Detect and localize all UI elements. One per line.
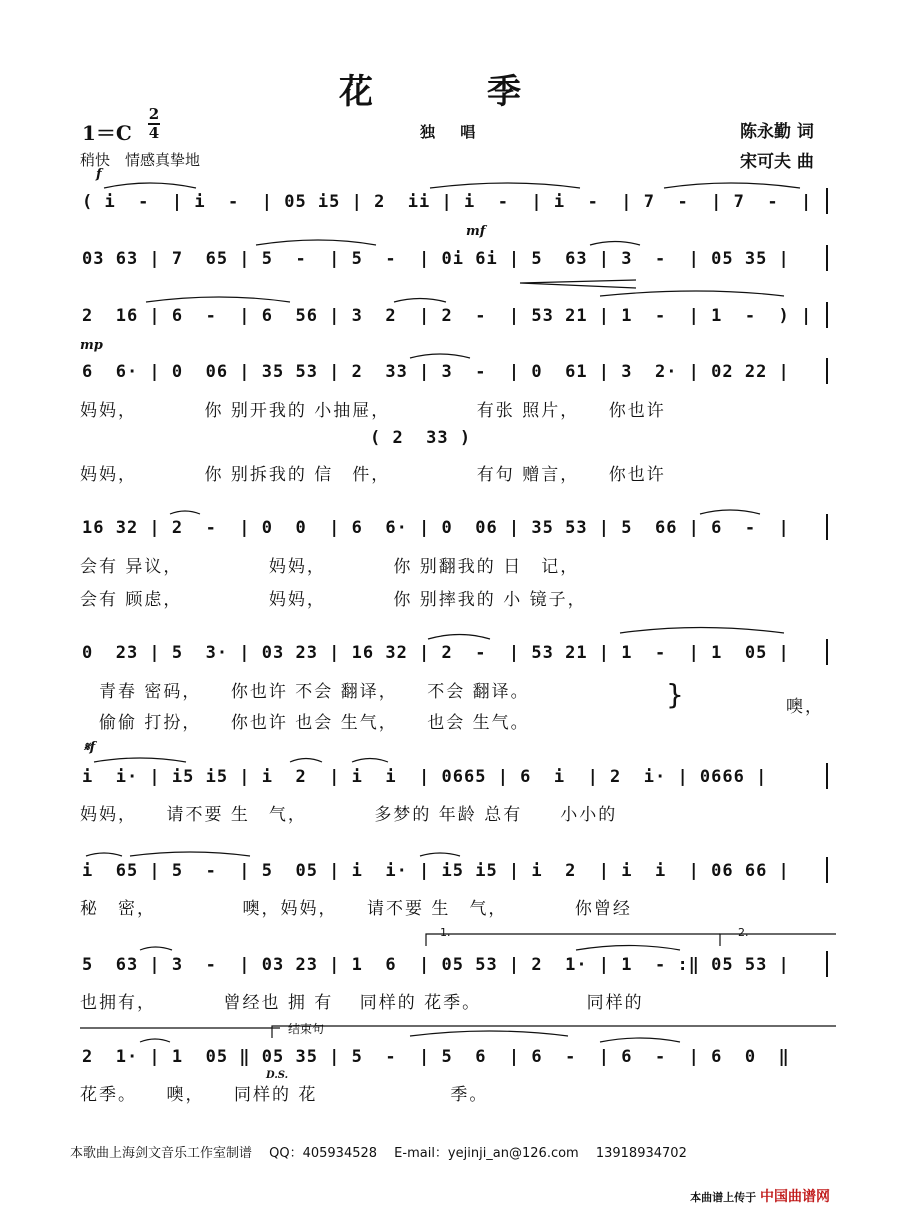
lyrics-line-8: 秘 密， 噢，妈妈， 请不要 生 气， 你曾经: [80, 899, 632, 919]
barline: [826, 639, 828, 665]
site-logo[interactable]: 中国曲谱网: [760, 1189, 830, 1205]
dal-segno-marking: D.S.: [266, 1070, 289, 1081]
notation-line-9: 5 63 | 3 - | 03 23 | 1 6 | 05 53 | 2 1· | 1 - :‖ 05 53 |: [82, 955, 790, 975]
barline: [826, 302, 828, 328]
dynamic-forte: f: [96, 167, 102, 182]
slur-mark: [410, 1031, 568, 1036]
notation-line-4: 6 6· | 0 06 | 35 53 | 2 33 | 3 - | 0 61 | 3 2· | 02 22 |: [82, 362, 790, 382]
lyrics-line-5-verse-2: 会有 顾虑， 妈妈， 你 别摔我的 小 镜子，: [80, 590, 587, 610]
notation-line-5: 16 32 | 2 - | 0 0 | 6 6· | 0 06 | 35 53 | 5 66 | 6 - |: [82, 518, 790, 538]
slur-mark: [140, 1039, 170, 1042]
song-title: 花 季: [339, 72, 561, 112]
performance-mode: 独 唱: [420, 123, 486, 141]
lyric-brace: }: [666, 678, 684, 711]
barline: [826, 763, 828, 789]
lyrics-line-6-verse-2: 偷偷 打扮， 你也许 也会 生气， 也会 生气。: [80, 713, 530, 733]
lyrics-line-6-shared: 噢，: [786, 697, 824, 717]
dynamic-mezzo-forte: mf: [466, 224, 486, 239]
second-ending-label: 2.: [738, 926, 749, 939]
barline: [826, 857, 828, 883]
slur-mark: [620, 628, 784, 634]
slur-mark: [664, 183, 800, 188]
slur-mark: [146, 297, 290, 302]
lyricist-credit: 陈永勤 词: [740, 122, 814, 142]
slur-mark: [140, 947, 172, 950]
slur-mark: [94, 758, 186, 762]
notation-line-7: i i· | i5 i5 | i 2 | i i | 0665 | 6 i | 2 i· | 0666 |: [82, 767, 768, 787]
barline: [826, 188, 828, 214]
slur-mark: [428, 635, 490, 640]
slur-mark: [104, 183, 196, 188]
slur-mark: [420, 853, 460, 856]
slur-mark: [590, 242, 640, 246]
alternate-notes: ( 2 33 ): [370, 428, 472, 448]
notation-line-1: ( i - | i - | 05 i5 | 2 ii | i - | i - | 7 - | 7 - |: [82, 192, 813, 212]
footer-credits: 本歌曲上海剑文音乐工作室制谱 QQ：405934528 E-mail：yejinji_an@126.com 13918934702: [70, 1146, 687, 1161]
barline: [826, 358, 828, 384]
notation-line-3: 2 16 | 6 - | 6 56 | 3 2 | 2 - | 53 21 | 1 - | 1 - ) |: [82, 306, 813, 326]
coda-ending-label: 结束句: [288, 1022, 325, 1036]
lyrics-line-9: 也拥有， 曾经也 拥 有 同样的 花季。 同样的: [80, 993, 644, 1013]
notation-line-2: 03 63 | 7 65 | 5 - | 5 - | 0i 6i | 5 63 | 3 - | 05 35 |: [82, 249, 790, 269]
upload-note: [690, 1186, 830, 1206]
hairpin-crescendo: [520, 280, 636, 288]
barline: [826, 951, 828, 977]
volta-bracket-1: [426, 934, 720, 946]
slur-mark: [600, 1038, 680, 1042]
lyrics-line-10: 花季。 噢， 同样的 花 季。: [80, 1085, 489, 1105]
lyrics-line-4-verse-1: 妈妈， 你 别开我的 小抽屉， 有张 照片， 你也许: [80, 401, 666, 421]
tempo-marking: 稍快 情感真挚地: [80, 151, 201, 169]
slur-mark: [410, 354, 470, 358]
notation-line-6: 0 23 | 5 3· | 03 23 | 16 32 | 2 - | 53 21 | 1 - | 1 05 |: [82, 643, 790, 663]
barline: [826, 245, 828, 271]
volta-bracket-2: [720, 934, 836, 946]
time-signature-top: 2: [148, 105, 160, 123]
composer-credit: 宋可夫 曲: [740, 152, 814, 172]
barline: [826, 514, 828, 540]
time-signature-bottom: 4: [148, 124, 160, 142]
slur-mark: [576, 946, 680, 951]
lyrics-line-5-verse-1: 会有 异议， 妈妈， 你 别翻我的 日 记，: [80, 557, 580, 577]
slur-mark: [600, 291, 784, 296]
dynamic-mezzo-piano: mp: [80, 338, 103, 353]
slur-mark: [352, 759, 388, 763]
upload-text: 本曲谱上传于: [690, 1191, 757, 1204]
slur-mark: [130, 852, 250, 856]
lyrics-line-4-verse-2: 妈妈， 你 别拆我的 信 件， 有句 赠言， 你也许: [80, 465, 666, 485]
slur-mark: [290, 759, 322, 763]
lyrics-line-7: 妈妈， 请不要 生 气， 多梦的 年龄 总有 小小的: [80, 805, 618, 825]
slur-mark: [170, 511, 200, 514]
first-ending-label: 1.: [440, 926, 451, 939]
slur-mark: [700, 510, 760, 514]
notation-line-8: i 65 | 5 - | 5 05 | i i· | i5 i5 | i 2 | i i | 06 66 |: [82, 861, 790, 881]
notation-line-10: 2 1· | 1 05 ‖ 05 35 | 5 - | 5 6 | 6 - | 6 - | 6 0 ‖: [82, 1047, 790, 1067]
slur-mark: [430, 183, 580, 188]
lyrics-line-6-verse-1: 青春 密码， 你也许 不会 翻译， 不会 翻译。: [80, 682, 530, 702]
segno-forte: 𝄋f: [84, 740, 96, 755]
slur-mark: [86, 853, 122, 856]
slur-mark: [394, 299, 446, 303]
slur-mark: [256, 240, 376, 245]
key-signature: 1＝C: [82, 121, 132, 145]
